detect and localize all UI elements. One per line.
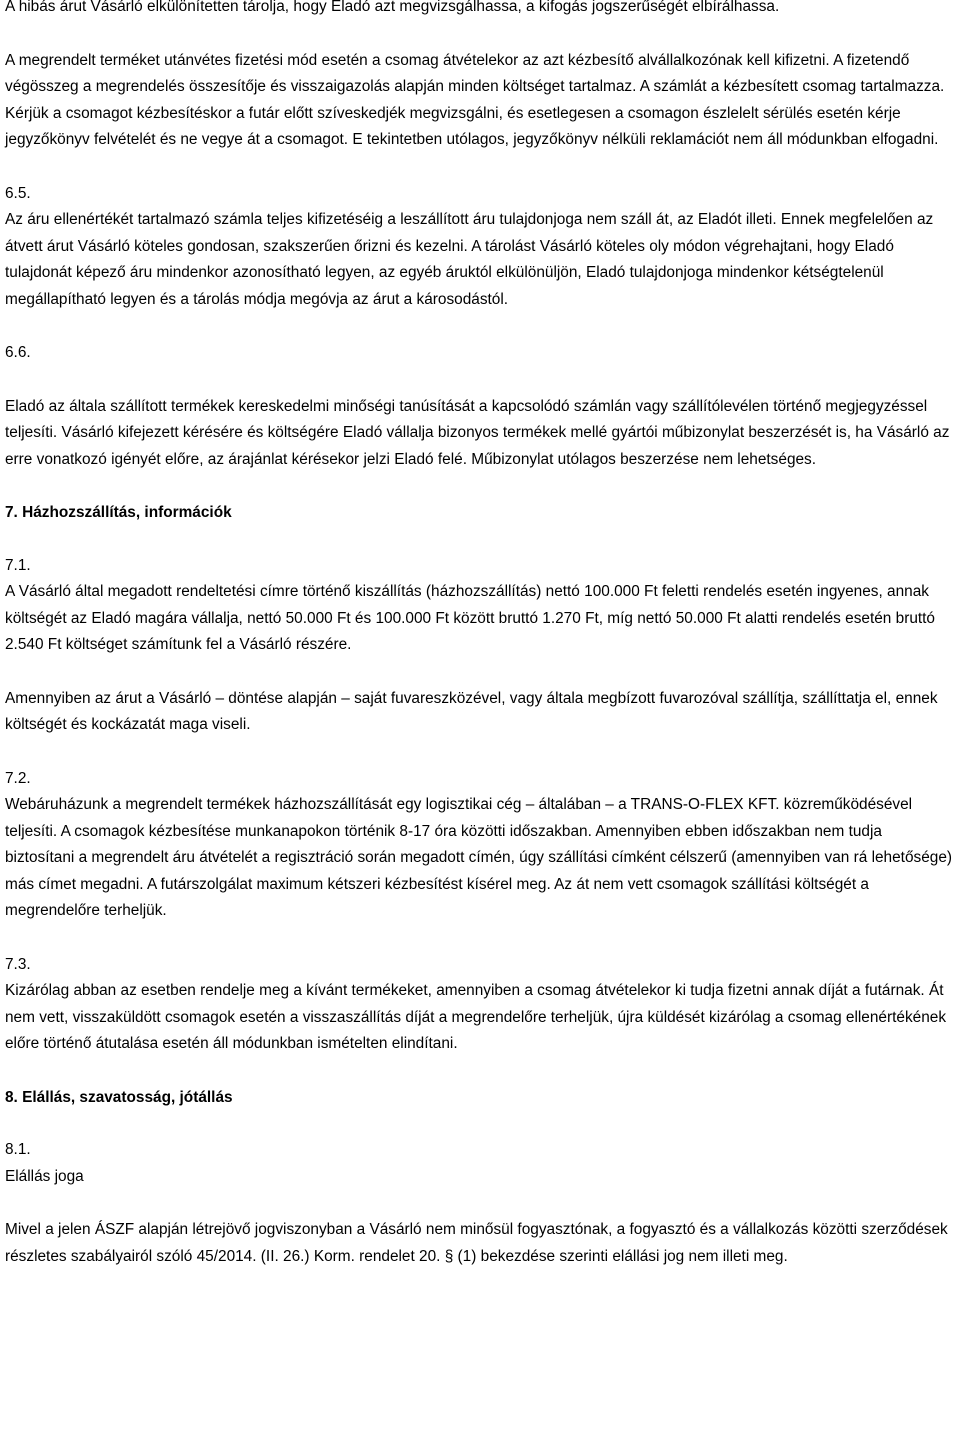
paragraph-delivery-fees: A Vásárló által megadott rendeltetési címre történő kiszállítás (házhozszállítás) nettó 100.000 Ft feletti rendelés esetén ingyenes, annak költségét az Eladó magára vállalja, nettó 50.000 Ft és 100.000 Ft között bruttó 1.270 Ft, míg nettó 50.000 Ft alatti rendelés esetén bruttó 2.540 Ft költséget számítunk fel a Vásárló részére.	[5, 583, 935, 653]
section-number-7-3: 7.3.	[5, 955, 31, 973]
paragraph-payment-on-receipt: Kizárólag abban az esetben rendelje meg a kívánt termékeket, amennyiben a csomag átvételekor ki tudja fizetni annak díját a futárnak. Át nem vett, visszaküldött csomagok esetén a visszaszállítás díját a megrendelőre terheljük, újra küldését kizárólag a csomag ellenértékének előre történő átutalása esetén áll módunkban ismételten elindítani.	[5, 982, 947, 1052]
section-number-7-1: 7.1.	[5, 556, 31, 574]
document-page	[5, 0, 955, 1270]
section-heading-7-delivery: 7. Házhozszállítás, információk	[5, 504, 232, 521]
paragraph-defective-goods-storage: A hibás árut Vásárló elkülönítetten tárolja, hogy Eladó azt megvizsgálhassa, a kifogás jogszerűségét elbírálhassa.	[5, 0, 780, 15]
paragraph-ownership-retention: Az áru ellenértékét tartalmazó számla teljes kifizetéséig a leszállított áru tulajdonjoga nem száll át, az Eladót illeti. Ennek megfelelően az átvett árut Vásárló köteles gondosan, szakszerűen őrizni és kezelni. A tárolást Vásárló köteles oly módon végrehajtani, hogy Eladó tulajdonát képező áru mindenkor azonosítható legyen, az egyéb áruktól elkülönüljön, Eladó tulajdonjoga mindenkor kétségtelenül megállapítható legyen és a tárolás módja megóvja az árut a károsodástól.	[5, 211, 934, 308]
section-number-8-1: 8.1.	[5, 1141, 31, 1158]
section-number-7-2: 7.2.	[5, 769, 31, 787]
paragraph-quality-certificate: Eladó az általa szállított termékek kereskedelmi minőségi tanúsítását a kapcsolódó számlán vagy szállítólevélen történő megjegyzéssel teljesíti. Vásárló kifejezett kérésére és költségére Eladó vállalja bizonyos termékek mellé gyártói műbizonylat beszerzését is, ha Vásárló az erre vonatkozó igényét előre, az árajánlat kérésekor jelzi Eladó felé. Műbizonylat utólagos beszerzése nem lehetséges.	[5, 397, 950, 468]
paragraph-cash-on-delivery: A megrendelt terméket utánvétes fizetési mód esetén a csomag átvételekor az azt kézbesítő alvállalkozónak kell kifizetni. A fizetendő végösszeg a megrendelés összesítője és visszaigazolás alapján minden költséget tartalmaz. A számlát a kézbesített csomag tartalmazza. Kérjük a csomagot kézbesítéskor a futár előtt szíveskedjék megvizsgálni, és esetlegesen a csomagon észlelelt sérülés esetén kérje jegyzőkönyv felvételét és ne vegye át a csomagot. E tekintetben utólagos, jegyzőkönyv nélküli reklamációt nem áll módunkban elfogadni.	[5, 51, 945, 148]
paragraph-logistics-company: Webáruházunk a megrendelt termékek házhozszállítását egy logisztikai cég – általában – a TRANS-O-FLEX KFT. közreműködésével teljesíti. A csomagok kézbesítése munkanapokon történik 8-17 óra közötti időszakban. Amennyiben ebben időszakban nem tudja biztosítani a megrendelt áru átvételét a regisztráció során megadott címén, úgy szállítási címként célszerű (amennyiben van rá lehetősége) más címet megadni. A futárszolgálat maximum kétszeri kézbesítést kísérel meg. Az át nem vett csomagok szállítási költségét a megrendelőre terheljük.	[5, 796, 953, 919]
paragraph-withdrawal-not-applicable: Mivel a jelen ÁSZF alapján létrejövő jogviszonyban a Vásárló nem minősül fogyasztónak, a fogyasztó és a vállalkozás közötti szerződések részletes szabályairól szóló 45/2014. (II. 26.) Korm. rendelet 20. § (1) bekezdése szerinti elállási jog nem illeti meg.	[5, 1221, 948, 1265]
section-number-6-5: 6.5.	[5, 184, 31, 202]
section-number-6-6: 6.6.	[5, 344, 31, 361]
subheading-right-of-withdrawal: Elállás joga	[5, 1167, 84, 1185]
paragraph-own-transport: Amennyiben az árut a Vásárló – döntése alapján – saját fuvareszközével, vagy általa megbízott fuvarozóval szállítja, szállíttatja el, ennek költségét és kockázatát maga viseli.	[5, 689, 938, 733]
section-heading-8-withdrawal: 8. Elállás, szavatosság, jótállás	[5, 1088, 233, 1106]
